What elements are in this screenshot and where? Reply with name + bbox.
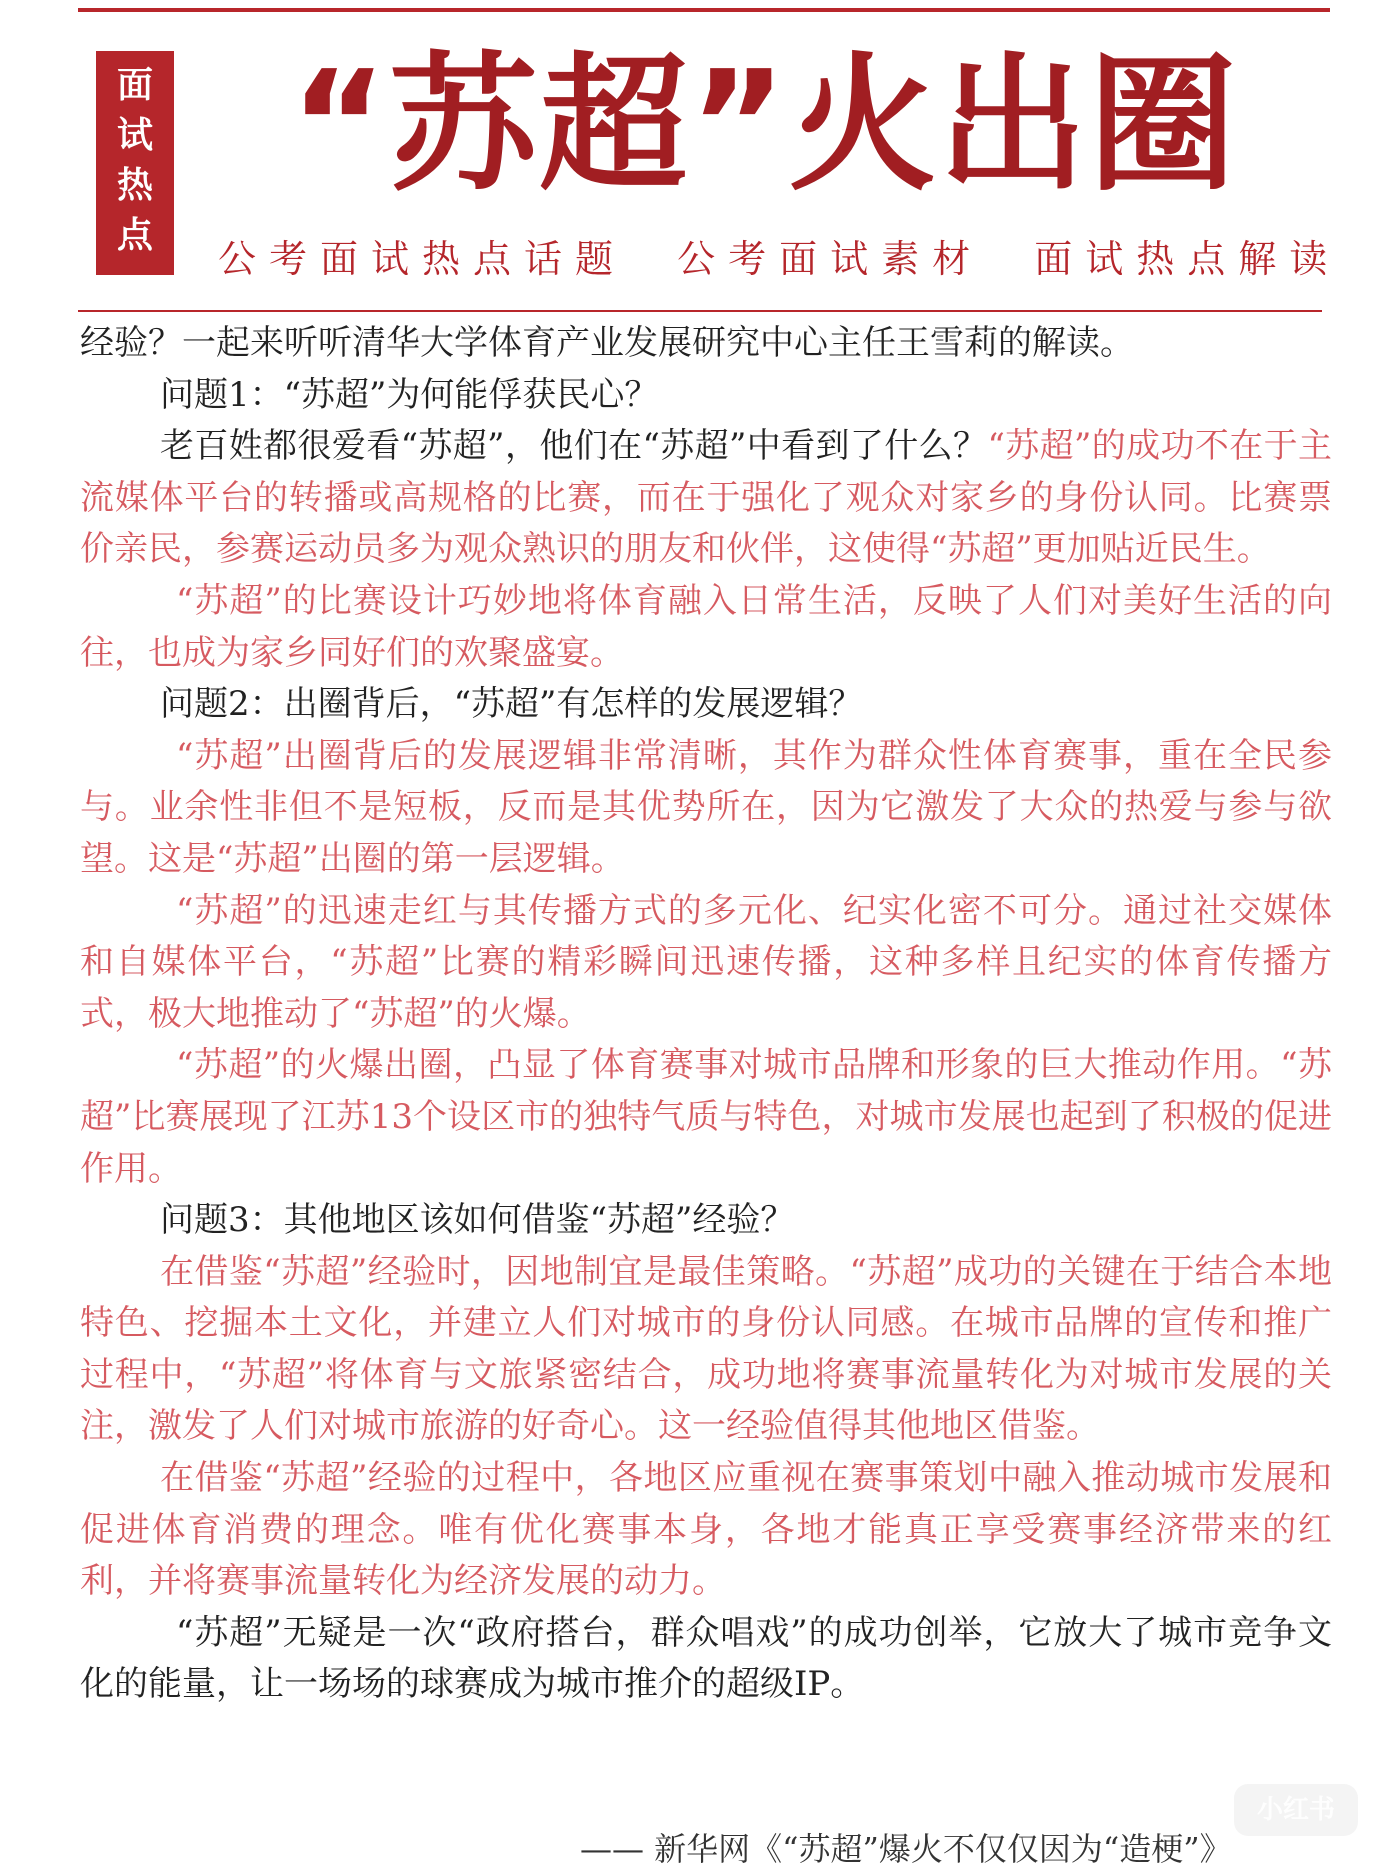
side-tag bbox=[96, 51, 174, 275]
source-citation: —— 新华网《“苏超”爆火不仅仅因为“造梗”》 bbox=[580, 1830, 1232, 1868]
watermark-logo: 小红书 bbox=[1234, 1784, 1358, 1836]
subtitle-part: 公考面试热点话题 bbox=[218, 237, 627, 281]
side-tag-char: 点 bbox=[116, 215, 153, 256]
subtitle-part: 公考面试素材 bbox=[677, 237, 984, 281]
side-tag-char: 试 bbox=[116, 115, 153, 156]
paragraph-4: “苏超”的迅速走红与其传播方式的多元化、纪实化密不可分。通过社交媒体和自媒体平台，“苏超”比赛的精彩瞬间迅速传播，这种多样且纪实的体育传播方式，极大地推动了“苏超”的火爆。 bbox=[80, 890, 1332, 1034]
paragraph-7: 在借鉴“苏超”经验的过程中，各地区应重视在赛事策划中融入推动城市发展和促进体育消费的理念。唯有优化赛事本身，各地才能真正享受赛事经济带来的红利，并将赛事流量转化为经济发展的动力。 bbox=[80, 1458, 1332, 1602]
question-3: 问题3：其他地区该如何借鉴“苏超”经验？ bbox=[160, 1200, 795, 1241]
header-divider bbox=[78, 310, 1322, 312]
question-1: 问题1：“苏超”为何能俘获民心？ bbox=[160, 374, 659, 415]
page-title: “苏超”火出圈 bbox=[290, 39, 1239, 211]
subtitle bbox=[218, 228, 1341, 283]
side-tag-char: 面 bbox=[116, 65, 153, 106]
top-rule bbox=[78, 8, 1330, 12]
side-tag-char: 热 bbox=[116, 165, 153, 206]
article-body bbox=[80, 318, 1332, 1711]
paragraph-2: “苏超”的比赛设计巧妙地将体育融入日常生活，反映了人们对美好生活的向往，也成为家乡同好们的欢聚盛宴。 bbox=[80, 580, 1332, 673]
paragraph-6: 在借鉴“苏超”经验时，因地制宜是最佳策略。“苏超”成功的关键在于结合本地特色、挖掘本土文化，并建立人们对城市的身份认同感。在城市品牌的宣传和推广过程中，“苏超”将体育与文旅紧密结合，成功地将赛事流量转化为对城市发展的关注，激发了人们对城市旅游的好奇心。这一经验值得其他地区借鉴。 bbox=[80, 1251, 1332, 1447]
paragraph-8: “苏超”无疑是一次“政府搭台，群众唱戏”的成功创举，它放大了城市竞争文化的能量，让一场场的球赛成为城市推介的超级IP。 bbox=[80, 1612, 1332, 1705]
paragraph-3: “苏超”出圈背后的发展逻辑非常清晰，其作为群众性体育赛事，重在全民参与。业余性非但不是短板，反而是其优势所在，因为它激发了大众的热爱与参与欲望。这是“苏超”出圈的第一层逻辑。 bbox=[80, 735, 1332, 879]
subtitle-part: 面试热点解读 bbox=[1034, 237, 1341, 281]
paragraph-1-lead: 老百姓都很爱看“苏超”，他们在“苏超”中看到了什么？ bbox=[160, 426, 988, 467]
paragraph-1 bbox=[80, 421, 1332, 576]
paragraph-5: “苏超”的火爆出圈，凸显了体育赛事对城市品牌和形象的巨大推动作用。“苏超”比赛展现了江苏13个设区市的独特气质与特色，对城市发展也起到了积极的促进作用。 bbox=[80, 1045, 1332, 1189]
question-2: 问题2：出圈背后，“苏超”有怎样的发展逻辑？ bbox=[160, 684, 863, 725]
intro-paragraph: 经验？一起来听听清华大学体育产业发展研究中心主任王雪莉的解读。 bbox=[80, 323, 1134, 363]
paragraph-1-red: “苏超”的成功不在于主流媒体平台的转播或高规格的比赛，而在于强化了观众对家乡的身份认同。比赛票价亲民，参赛运动员多为观众熟识的朋友和伙伴，这使得“苏超”更加贴近民生。 bbox=[80, 426, 1333, 570]
